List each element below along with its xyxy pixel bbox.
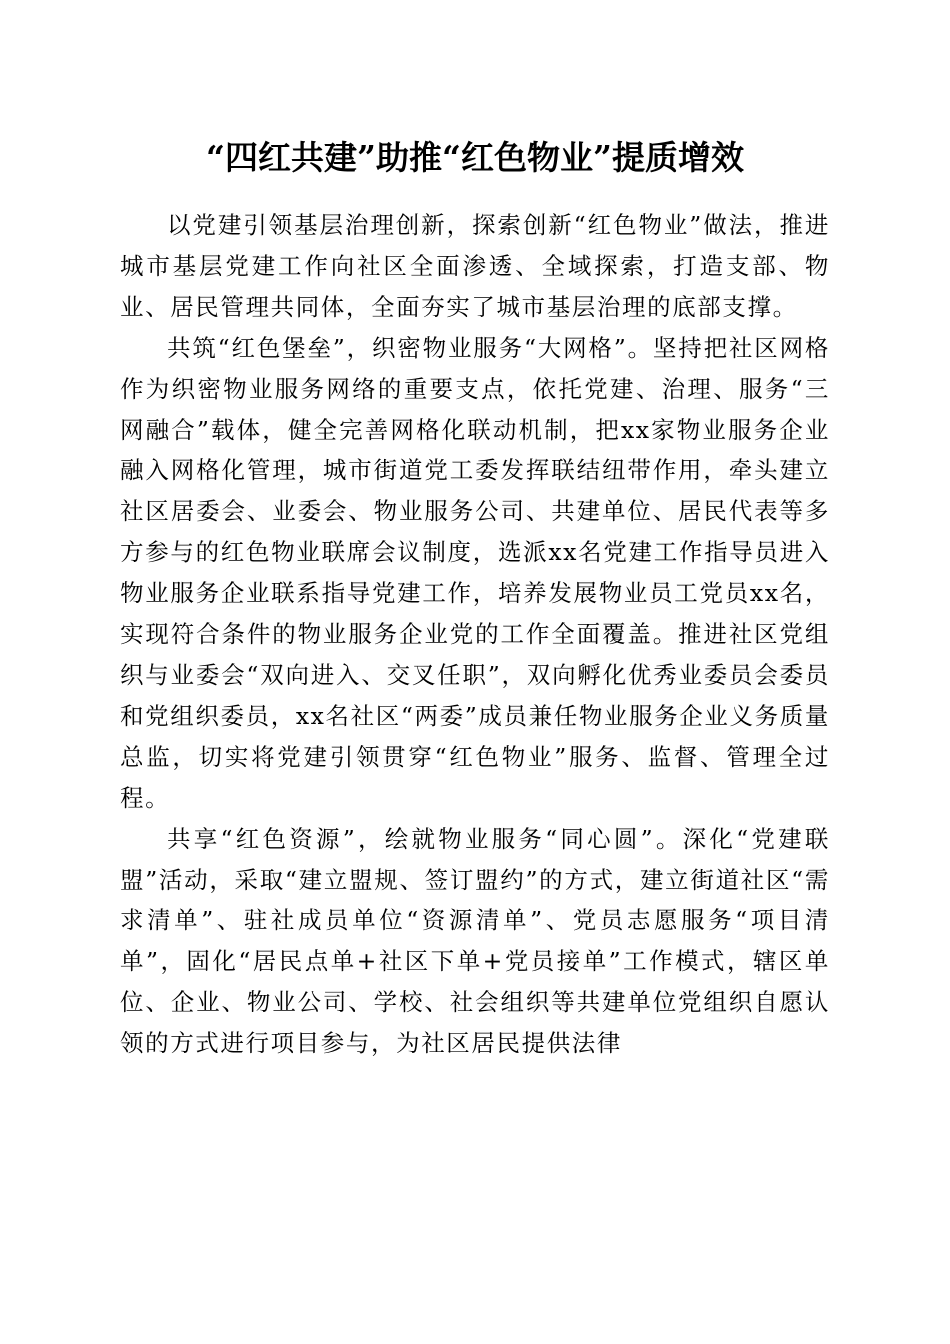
- paragraph-red-fortress: 共筑“红色堡垒”，织密物业服务“大网格”。坚持把社区网格作为织密物业服务网络的重要支点，依托党建、治理、服务“三网融合”载体，健全完善网格化联动机制，把xx家物业服务企业融入网格化管理，城市街道党工委发挥联结纽带作用，牵头建立社区居委会、业委会、物业服务公司、共建单位、居民代表等多方参与的红色物业联席会议制度，选派xx名党建工作指导员进入物业服务企业联系指导党建工作，培养发展物业员工党员xx名，实现符合条件的物业服务企业党的工作全面覆盖。推进社区党组织与业委会“双向进入、交叉任职”，双向孵化优秀业委员会委员和党组织委员，xx名社区“两委”成员兼任物业服务企业义务质量总监，切实将党建引领贯穿“红色物业”服务、监督、管理全过程。: [120, 333, 830, 812]
- paragraph-intro: 以党建引领基层治理创新，探索创新“红色物业”做法，推进城市基层党建工作向社区全面渗透、全域探索，打造支部、物业、居民管理共同体，全面夯实了城市基层治理的底部支撑。: [120, 211, 830, 321]
- paragraph-red-resources: 共享“红色资源”，绘就物业服务“同心圆”。深化“党建联盟”活动，采取“建立盟规、签订盟约”的方式，建立街道社区“需求清单”、驻社成员单位“资源清单”、党员志愿服务“项目清单”，固化“居民点单+社区下单+党员接单”工作模式，辖区单位、企业、物业公司、学校、社会组织等共建单位党组织自愿认领的方式进行项目参与，为社区居民提供法律: [120, 824, 830, 1058]
- document-body: [120, 205, 830, 1064]
- document-title: “四红共建”助推“红色物业”提质增效: [206, 138, 744, 177]
